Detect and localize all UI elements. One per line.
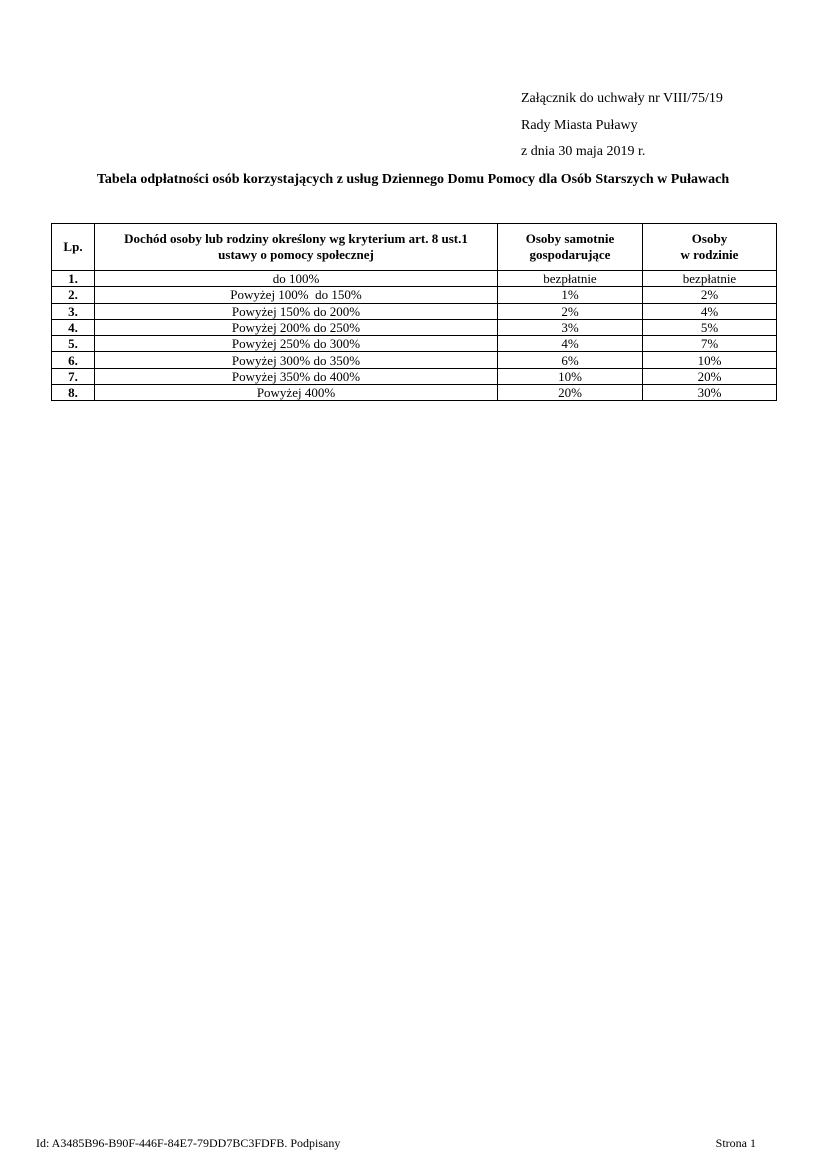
cell-single: 4%	[498, 336, 643, 352]
table-row	[52, 368, 777, 384]
cell-income: do 100%	[95, 271, 498, 287]
cell-lp: 8.	[52, 385, 95, 401]
cell-single: 3%	[498, 319, 643, 335]
header-family-line2: w rodzinie	[680, 247, 739, 262]
footer-document-id: Id: A3485B96-B90F-446F-84E7-79DD7BC3FDFB. Podpisany	[36, 1136, 341, 1150]
header-single-line1: Osoby samotnie	[525, 231, 615, 246]
cell-income: Powyżej 400%	[95, 385, 498, 401]
header-family	[643, 224, 777, 271]
cell-single: 10%	[498, 368, 643, 384]
cell-single: 6%	[498, 352, 643, 368]
table-row	[52, 336, 777, 352]
cell-family: 30%	[643, 385, 777, 401]
table-row	[52, 271, 777, 287]
cell-single: bezpłatnie	[498, 271, 643, 287]
cell-income: Powyżej 200% do 250%	[95, 319, 498, 335]
header-income	[95, 224, 498, 271]
header-family-line1: Osoby	[691, 231, 728, 246]
cell-single: 1%	[498, 287, 643, 303]
cell-lp: 7.	[52, 368, 95, 384]
cell-lp: 6.	[52, 352, 95, 368]
attachment-line-resolution: Załącznik do uchwały nr VIII/75/19	[521, 91, 723, 106]
header-lp: Lp.	[52, 224, 95, 271]
cell-income: Powyżej 300% do 350%	[95, 352, 498, 368]
cell-single: 2%	[498, 303, 643, 319]
cell-single: 20%	[498, 385, 643, 401]
cell-income: Powyżej 250% do 300%	[95, 336, 498, 352]
table-row	[52, 352, 777, 368]
cell-lp: 3.	[52, 303, 95, 319]
cell-family: 4%	[643, 303, 777, 319]
table-row	[52, 319, 777, 335]
cell-family: 2%	[643, 287, 777, 303]
cell-lp: 5.	[52, 336, 95, 352]
cell-family: 7%	[643, 336, 777, 352]
header-single	[498, 224, 643, 271]
cell-income: Powyżej 350% do 400%	[95, 368, 498, 384]
attachment-note	[521, 86, 723, 166]
document-title: Tabela odpłatności osób korzystających z usług Dziennego Domu Pomocy dla Osób Starszych w Puławach	[96, 172, 730, 187]
footer-page-number: Strona 1	[715, 1136, 756, 1150]
cell-income: Powyżej 150% do 200%	[95, 303, 498, 319]
cell-family: 10%	[643, 352, 777, 368]
cell-income: Powyżej 100% do 150%	[95, 287, 498, 303]
attachment-line-date: z dnia 30 maja 2019 r.	[521, 144, 646, 159]
table-header-row	[52, 224, 777, 271]
header-income-line1: Dochód osoby lub rodziny określony wg kryterium art. 8 ust.1	[124, 231, 468, 246]
cell-family: 20%	[643, 368, 777, 384]
cell-family: 5%	[643, 319, 777, 335]
attachment-line-council: Rady Miasta Puławy	[521, 117, 638, 133]
cell-lp: 2.	[52, 287, 95, 303]
cell-lp: 4.	[52, 319, 95, 335]
header-income-line2: ustawy o pomocy społecznej	[218, 247, 374, 262]
table-row	[52, 303, 777, 319]
table-row	[52, 385, 777, 401]
cell-lp: 1.	[52, 271, 95, 287]
table-row	[52, 287, 777, 303]
fee-table	[51, 223, 777, 401]
cell-family: bezpłatnie	[643, 271, 777, 287]
header-single-line2: gospodarujące	[529, 247, 611, 262]
